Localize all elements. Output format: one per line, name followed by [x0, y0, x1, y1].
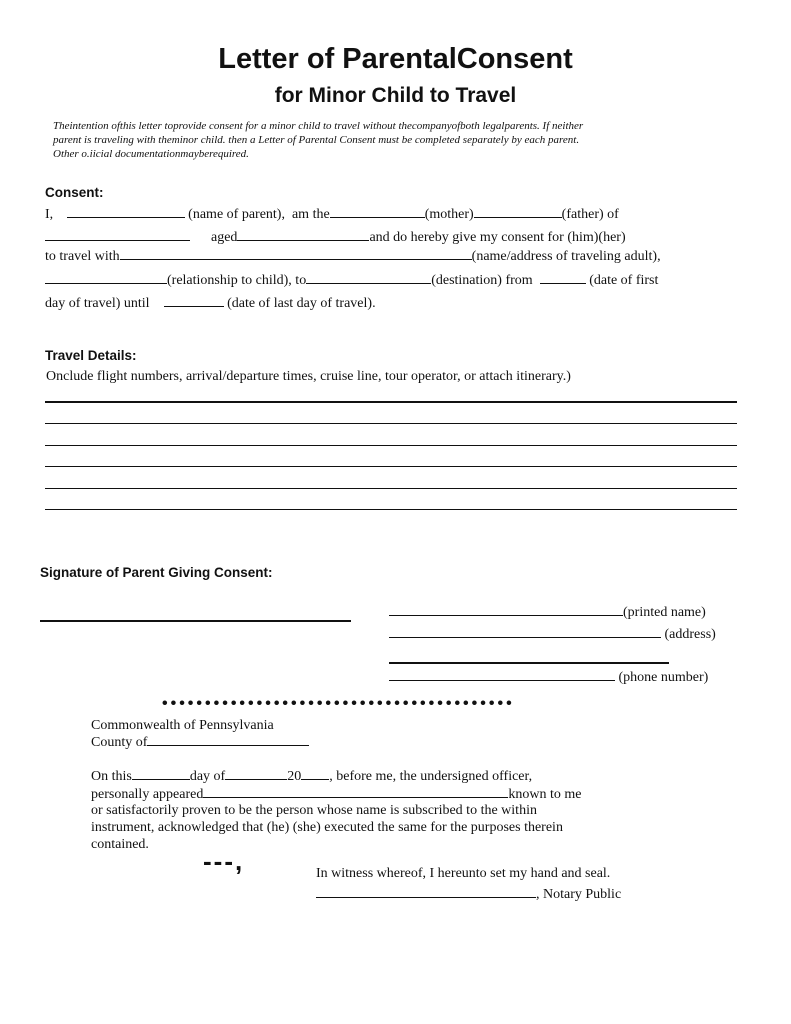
address-field[interactable] [389, 626, 661, 638]
signature-line[interactable] [40, 620, 351, 622]
day-field[interactable] [132, 768, 190, 780]
mother-label: (mother) [424, 207, 474, 222]
father-label: (father) of [561, 207, 619, 222]
date-last-label: (date of last day of travel). [227, 296, 376, 311]
travel-line-4[interactable] [45, 466, 737, 467]
county-field[interactable] [147, 734, 309, 746]
on-this-row [91, 768, 532, 785]
am-the-label: am the [291, 207, 330, 222]
personally-row [91, 786, 581, 803]
travel-with-label: to travel with [45, 249, 120, 264]
parent-name-field[interactable] [67, 206, 185, 218]
name-of-parent-label: (name of parent), [188, 207, 285, 222]
address-label: (address) [664, 627, 716, 642]
travel-line-5[interactable] [45, 488, 737, 489]
before-me-text: , before me, the undersigned officer, [329, 769, 533, 784]
consent-i: I, [45, 207, 54, 222]
phone-row [389, 669, 708, 686]
date-first-label: (date of first [589, 273, 659, 288]
travel-line-1[interactable] [45, 401, 737, 403]
witness-text: In witness whereof, I hereunto set my hand and seal. [316, 866, 611, 881]
commonwealth-text: Commonwealth of Pennsylvania [91, 718, 274, 733]
county-row [91, 734, 309, 751]
traveling-adult-field[interactable] [120, 248, 472, 260]
last-day-field[interactable] [164, 295, 224, 307]
day-of-label: day of [189, 769, 226, 784]
relationship-field[interactable] [45, 272, 167, 284]
travel-line-6[interactable] [45, 509, 737, 510]
signature-heading: Signature of Parent Giving Consent: [40, 565, 273, 580]
year-field[interactable] [301, 768, 329, 780]
printed-name-label: (printed name) [623, 605, 706, 620]
intro-line-1: Theintention ofthis letter toprovide consent for a minor child to travel without thecompanyofboth legalparents. If neither [53, 120, 584, 132]
relationship-label: (relationship to child), to [167, 273, 307, 288]
consent-heading: Consent: [45, 185, 104, 200]
phone-field[interactable] [389, 669, 615, 681]
notary-signature-field[interactable] [316, 886, 536, 898]
intro-line-2: parent is traveling with theminor child. then a Letter of Parental Consent must be completed separately by each parent. [53, 134, 580, 146]
destination-label: (destination) from [431, 273, 533, 288]
instrument-text: instrument, acknowledged that (he) (she) executed the same for the purposes therein [91, 820, 563, 835]
aged-label: aged [211, 230, 238, 245]
travel-instruction: Onclude flight numbers, arrival/departure times, cruise line, tour operator, or attach itinerary.) [46, 369, 571, 384]
printed-name-row [389, 604, 706, 621]
notary-public-label: , Notary Public [536, 887, 622, 902]
consent-line-2 [45, 229, 626, 246]
intro-line-3: Other o.iicial documentationmayberequired. [53, 148, 249, 160]
month-field[interactable] [225, 768, 287, 780]
address-row [389, 626, 716, 643]
child-name-field[interactable] [45, 229, 190, 241]
first-day-field[interactable] [540, 272, 586, 284]
dotted-separator: ••••••••••••••••••••••••••••••••••••••••• [162, 695, 515, 712]
personally-label: personally appeared [91, 787, 204, 802]
mother-field[interactable] [330, 206, 425, 218]
page-subtitle: for Minor Child to Travel [274, 84, 517, 107]
page-title: Letter of ParentalConsent [218, 43, 573, 75]
destination-field[interactable] [306, 272, 431, 284]
on-this-label: On this [91, 769, 132, 784]
give-consent-text: and do hereby give my consent for (him)(her) [369, 230, 626, 245]
name-address-label: (name/address of traveling adult), [471, 249, 661, 264]
address-line-2[interactable] [389, 662, 669, 664]
contained-text: contained. [91, 837, 149, 852]
age-field[interactable] [237, 229, 369, 241]
proven-text: or satisfactorily proven to be the person whose name is subscribed to the within [91, 803, 537, 818]
consent-line-1 [45, 206, 619, 223]
seal-mark: ---, [203, 846, 245, 876]
printed-name-field[interactable] [389, 604, 623, 616]
travel-line-2[interactable] [45, 423, 737, 424]
known-label: known to me [508, 787, 582, 802]
phone-label: (phone number) [618, 670, 709, 685]
consent-line-4 [45, 272, 658, 289]
county-label: County of [91, 735, 148, 750]
day-of-travel-label: day of travel) until [45, 296, 150, 311]
consent-line-3 [45, 248, 661, 265]
year-prefix: 20 [287, 769, 302, 784]
appeared-name-field[interactable] [203, 786, 508, 798]
father-field[interactable] [474, 206, 562, 218]
notary-row [316, 886, 621, 903]
travel-line-3[interactable] [45, 445, 737, 446]
consent-line-5 [45, 295, 376, 312]
travel-heading: Travel Details: [45, 348, 137, 363]
